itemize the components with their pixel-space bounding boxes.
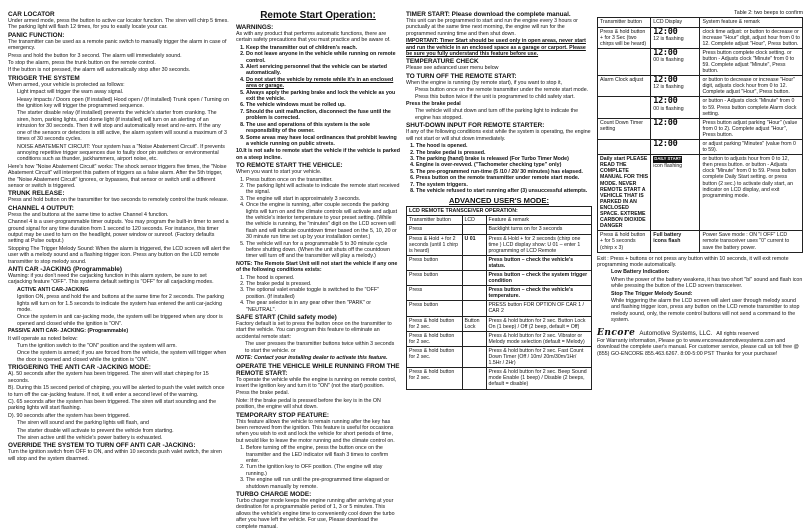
cell-lcd xyxy=(651,118,700,139)
trunk-title: TRUNK RELEASE: xyxy=(8,190,65,198)
cell-button: Press button xyxy=(407,301,463,316)
low-battery-title: Low Battery Indication: xyxy=(611,269,670,276)
table-header-row xyxy=(407,216,592,225)
cell-feature: Press & hold button for 2 sec. Beep Sound mode Enable (1 beep) / Disable (2 beeps, default = disable) xyxy=(486,368,591,389)
table-row xyxy=(598,76,803,97)
shutdown-item: 5. The pre-programmed run-time (5 /10 / 20/ 30 minutes) has elapsed. xyxy=(416,169,592,175)
col-header: LCD xyxy=(462,216,486,225)
panic-text-1: The transmitter can be used as a remote panic switch to manually trigger the alarm in case of emergency. xyxy=(8,38,227,52)
exit-text: Exit : Press + buttons or not press any button within 10 seconds, it will exit remote programming mode automatically. xyxy=(597,255,789,268)
cell-button xyxy=(598,48,651,75)
noise-abatement-text: Here's how "Noise Abatement Circuit" works: The shock sensor triggers five times, the "Noise Abatement Circuit" will interpret this pattern of triggers as a false alarm. After the 5th trigger, the "Noise Abatement Circuit" ignores, or bypasses, that sensor or switch until a different sensor or switch is triggered. xyxy=(8,163,227,189)
shutdown-text: If any of the following conditions exist while the system is operating, the engine will not start or will shut down immediately. xyxy=(406,129,591,142)
cell-feature: Press & hold button for 2 sec. Vibrator or Melody mode selection (default = Melody) xyxy=(486,331,591,346)
operate-text: Press the brake pedal. xyxy=(236,390,289,397)
cell-button: Press & hold button + for 3 Sec (two chirps will be heard) xyxy=(598,27,651,48)
lcd-readout: 12:00 xyxy=(653,47,678,58)
temp-stop-title: TEMPORARY STOP FEATURE: xyxy=(236,411,330,419)
cell-button: Alarm Clock adjust xyxy=(598,76,651,97)
temp-stop-step: 3. The engine will run until the pre-programmed time elapsed or shutdown manually by remote. xyxy=(246,477,400,490)
cell-lcd xyxy=(462,271,486,286)
override-title: OVERRIDE THE SYSTEM TO TURN OFF ANTI CAR -JACKING: xyxy=(8,442,196,450)
cell-feature: Press button adjust parking "Hour" (value from 0 to 2). Complete adjust "Hour", Press button. xyxy=(700,118,803,139)
passive-carjack-item: Turn the ignition switch to the "ON" position and the system will arm. xyxy=(17,343,177,350)
passive-carjack-text: It will operate as noted below: xyxy=(8,335,78,342)
lcd-readout: 12:00 xyxy=(653,26,678,37)
table-row xyxy=(598,27,803,48)
safe-start-text: Factory default is set to press the button once on the transmitter to start the vehicle. You can program this feature to eliminate an accidental remote start: xyxy=(236,321,392,340)
table-row xyxy=(407,286,592,301)
remote-start-step: 1. Press button once on the transmitter. xyxy=(246,177,400,183)
stop-melody-title: Stop The Trigger Melody Sound: xyxy=(611,290,693,297)
table-row xyxy=(407,255,592,270)
shutdown-item: 1. The hood is opened. xyxy=(416,143,592,149)
cell-lcd xyxy=(462,368,486,389)
table-row xyxy=(407,234,592,255)
warning-item: 7. Should the unit malfunction, disconnect the fuse until the problem is corrected. xyxy=(246,109,400,122)
warning-item: 4. Do not start the vehicle by remote while it's in an enclosed area or garage. xyxy=(246,77,400,90)
note-item: 3. The optional valet enable toggle is switched to the "OFF" position. (If installed) xyxy=(246,287,400,300)
panic-text-2: Press and hold the button for 3 second. The alarm will immediately sound. xyxy=(8,52,182,59)
cell-button: Press button xyxy=(407,255,463,270)
warnings-intro: As with any product that performs automatic functions, there are certain safety precautions that you must practice and be aware of. xyxy=(236,31,391,44)
cell-lcd xyxy=(462,331,486,346)
trigger-anti-title: TRIGGERING THE ANTI CAR -JACKING MODE: xyxy=(8,364,151,372)
encore-logo: Encore xyxy=(597,327,636,338)
cell-button: Press xyxy=(407,286,463,301)
table-header-row xyxy=(598,18,803,27)
cell-button: Press & Hold + for 2 seconds (until 1 chirp is heard) xyxy=(407,234,463,255)
warning-item-10: 10.It is not safe to remote start the vehicle if the vehicle is parked on a steep incline. xyxy=(236,148,400,161)
rights-text: All rights reserved xyxy=(716,330,759,337)
lcd-caption: icons flash xyxy=(653,238,681,245)
timer-start-text: This unit can be programmed to start and run the engine every 3 hours or punctually at the same time next morning, the engine will run for the programmed running time and then shut down. xyxy=(406,18,578,37)
column-timer-advanced xyxy=(406,10,592,390)
cell-feature: Press button – check the system trigger condition xyxy=(486,271,591,286)
anti-carjack-title: ANTI CAR -JACKING (Programmable) xyxy=(8,266,122,273)
cell-button xyxy=(598,140,651,155)
table-row xyxy=(598,48,803,75)
cell-lcd xyxy=(651,76,700,97)
cell-feature: or button to adjusts hour from 0 to 12, then press button. or button - Adjusts clock "Minute" from 0 to 59. Press button complete Daily Start setting. or press button (2 sec.) to activate daily start, an indicator on LCD display, and exit programming mode. xyxy=(700,155,803,231)
table2-title: Table 2: two beeps to confirm xyxy=(734,10,803,16)
lcd-readout: 12:00 xyxy=(653,96,678,107)
operate-title: OPERATE THE VEHICLE WHILE RUNNING FROM THE REMOTE START: xyxy=(236,362,400,377)
safe-start-note: NOTE: Contact your installing dealer to activate this feature. xyxy=(236,355,388,362)
temp-check-text: Please see advanced user menu below xyxy=(406,65,499,72)
lcd-caption: 00 is flashing xyxy=(653,105,684,112)
remote-start-intro: When you want to start your vehicle. xyxy=(236,169,322,176)
cell-button: Press & hold button for 2 sec. xyxy=(407,316,463,331)
cell-feature: Power Save mode : ON "I OFF" LCD remote transceiver uses "0" current to save the battery power. xyxy=(700,231,803,252)
note-conditions: NOTE: The Remote Start Unit will not start the vehicle if any one of the following conditions exists: xyxy=(236,260,398,274)
trigger-anti-subitem: The siren active until the vehicle's power battery is exhausted. xyxy=(17,434,163,441)
note-item: 1. The hood is opened. xyxy=(246,275,400,281)
warnings-list xyxy=(236,45,400,148)
low-battery-text: When the power of the battery weakens, it has two short "bi" sound and flash icon while pressing the button of the LCD screen transceiver. xyxy=(611,276,803,290)
cell-lcd xyxy=(462,301,486,316)
cell-button: Count Down Timer setting xyxy=(598,118,651,139)
lcd-caption: 12 is flashing xyxy=(653,35,684,42)
advanced-user-title: ADVANCED USER'S MODE: xyxy=(449,196,549,206)
table-row xyxy=(598,231,803,252)
remote-start-section-title: TO REMOTE START THE VEHICLE: xyxy=(236,162,343,170)
trigger-anti-item: D). 90 seconds after the system has been triggered. xyxy=(8,412,130,419)
override-text: Turn the ignition switch from OFF to ON, and within 10 seconds push valet switch, the siren will stop and the system disarmed. xyxy=(8,449,222,462)
temp-stop-step: 2. Turn the ignition key to OFF position. (The engine will stay running.) xyxy=(246,464,400,477)
cell-feature: Press button – check the vehicle's status. xyxy=(486,255,591,270)
active-carjack-item: Ignition ON, press and hold the and buttons at the same time for 2 seconds. The parking lights will turn on for 1.5 seconds to indicate the system has entered the anti car-jacking mode. xyxy=(17,294,224,314)
active-carjack-item: Once the system in anti car-jacking mode, the system will be triggered when any door is opened and closed while the ignition is "ON". xyxy=(17,314,223,327)
col-header: Transmitter button xyxy=(598,18,651,27)
passive-carjack-title: PASSIVE ANTI CAR- JACKING: (Programmable) xyxy=(8,328,129,335)
lcd-readout: 12:00 xyxy=(653,139,678,149)
turn-off-title: TO TURN OFF THE REMOTE START: xyxy=(406,72,517,80)
cell-feature: or button to decrease or increase "Hour" digit, adjusts clock hour from 0 to 12. Complete adjust "Hour", Press button. xyxy=(700,76,803,97)
remote-start-step: 5. The vehicle will run for a programmable 5 to 30 minute cycle before shutting down. (When the unit shuts off the countdown timer will turn off and the transmitter will play a melody.) xyxy=(246,241,400,260)
cell-lcd xyxy=(462,286,486,301)
remote-start-step: 4. Once the engine is running, after couple seconds the parking lights will turn on and the climate controls will activate and adjust the vehicle's interior temperature to your preset setting. (While the vehicle is running, the "minutes" digit on the LCD screen will flash and will indicate countdown timer based on the 5, 10, 20 or 30 minute run time set up by your installation center.) xyxy=(246,202,400,240)
remote-start-steps xyxy=(236,177,400,260)
column-programming xyxy=(597,10,803,358)
cell-lcd xyxy=(651,27,700,48)
shutdown-item: 4. Engine is over-revved. ("Tachometer checking type" only) xyxy=(416,162,592,168)
temp-stop-text: This feature allows the vehicle to remain running after the key has been removed from the ignition. This feature is useful for occasions when you wish to exit and lock the vehicle for short periods of time, but would like to leave the motor running and the climate control on. xyxy=(236,418,395,444)
trigger-anti-subitem: The siren will sound and the parking lights will flash, and xyxy=(17,420,149,427)
note-item: 4. The gear selector is in any gear other then "PARK" or "NEUTRAL". xyxy=(246,300,400,313)
cell-feature: Press button complete clock setting. or button - Adjusts clock "Minute" from 0 to 59. Complete adjust "Minute", Press button. xyxy=(700,48,803,75)
col-header: LCD Display xyxy=(651,18,700,27)
column-security xyxy=(8,10,230,463)
col-header: Feature & remark xyxy=(486,216,591,225)
warnings-title: WARNINGS: xyxy=(236,24,274,31)
table-row xyxy=(407,331,592,346)
trigger-anti-item: A). 50 seconds after the system has been triggered. The siren will start chirping for 15 seconds. xyxy=(8,371,209,384)
lcd-readout: 12:00 xyxy=(653,75,678,86)
timer-start-title: TIMER START: Please download the complete manual. xyxy=(406,11,571,18)
cell-button: Press button xyxy=(407,271,463,286)
col-header: System feature & remark xyxy=(700,18,803,27)
cell-lcd xyxy=(651,48,700,75)
cell-button: Press & hold button + for 5 seconds (chirp x 3) xyxy=(598,231,651,252)
column-remote-start xyxy=(236,10,400,531)
cell-button: Press & hold button for 2 sec. xyxy=(407,331,463,346)
warning-item: 3. Alert servicing personnel that the vehicle can be started automatically. xyxy=(246,64,400,77)
panic-text-3: To stop the alarm, press the trunk button on the remote control. xyxy=(8,60,156,67)
cell-feature: Press button – check the vehicle's temperature. xyxy=(486,286,591,301)
active-carjack-title: ACTIVE ANTI CAR-JACKING xyxy=(17,286,89,293)
table-row xyxy=(598,97,803,118)
lcd-readout: Full battery xyxy=(653,232,682,239)
cell-button: Press xyxy=(407,225,463,234)
table-row xyxy=(598,155,803,231)
cell-feature: or button - Adjusts clock "Minute" from 0 to 59. Press button complete Alarm clock setting. xyxy=(700,97,803,118)
shutdown-item: 8. The vehicle refused to start running after (3) unsuccessful attempts. xyxy=(416,188,592,194)
anti-carjack-text: Warning: if you don't need the carjacking function in this alarm system, be sure to set carjacking feature "OFF". This systems default setting is "OFF" for all carjacking modes. xyxy=(8,273,214,286)
trigger-item: The starter disable relay (if installed) prevents the vehicle's starter from cranking. The siren, horn, parking lights, and dome light (if installed) will turn on an alerting of an intrusion for 30 seconds. Then it will stop and automatically reset and re-arm. If the any one of the sensors or detectors is still active, the alarm system will sound a maximum of 3 times of 30 seconds cycles. xyxy=(17,110,227,143)
car-locator-title: CAR LOCATOR xyxy=(8,11,55,18)
turn-off-item: The vehicle will shut down and turn off the parking light to indicate the engine has stopped. xyxy=(415,108,579,121)
lcd-caption: icon flashing xyxy=(653,162,683,169)
cell-feature: or adjust parking "Minutes" (value from 0 to 59). xyxy=(700,140,803,155)
table-row xyxy=(407,316,592,331)
trigger-item: NOISE ABATEMENT CIRCUIT: Your system has a "Noise Abatement Circuit". If prevents annoying repetitive trigger sequences due to faulty door pin switches or environmental conditions such as thunder, jackhammers, airport noise, etc. xyxy=(17,143,225,163)
shutdown-item: 6. Press button on the remote transmitter under remote start mode. xyxy=(416,175,592,181)
shutdown-list xyxy=(406,143,592,194)
table-row xyxy=(598,118,803,139)
cell-lcd xyxy=(462,255,486,270)
warning-item: 1. Keep the transmitter out of children's reach. xyxy=(246,45,400,51)
cell-button xyxy=(598,97,651,118)
car-locator-text: Under armed mode, press the button to active car locator function. The siren will chirp 5 times. The parking light will flash 12 times, for you to easily locate your car. xyxy=(8,18,229,31)
warning-item: 6. The vehicle windows must be rolled up. xyxy=(246,102,400,108)
trigger-item: Light impact will trigger the warn away signal. xyxy=(17,89,124,96)
operate-text: To operate the vehicle while the engine is running on remote control, insert the ignition key and turn it to "ON" (not the start) position. xyxy=(236,376,397,389)
lcd-operation-header: LCD REMOTE TRANSCEIVER OPERATION: xyxy=(406,206,592,215)
warning-item: 9. Some areas may have local ordinances that prohibit leaving a vehicle running on public streets. xyxy=(246,135,400,148)
turn-off-text: When the engine is running (by remote start), if you want to stop it, xyxy=(406,79,563,86)
cell-lcd xyxy=(651,97,700,118)
warning-item: 8. The use and operations of this system is the sole responsibility of the owner. xyxy=(246,122,400,135)
col-header: Transmitter button xyxy=(407,216,463,225)
trigger-text: When armed, your vehicle is protected as follows: xyxy=(8,81,125,88)
channel4-title: CHANNEL 4 OUTPUT: xyxy=(8,204,74,212)
cell-feature: Press & hold button for 2 sec. Fast Count Down Timer (Off / 10m/ 20m/30m/1Hr/ 1.5Hr / 2Hr) xyxy=(486,346,591,367)
trigger-anti-subitem: The starter disable will activate to prevent the vehicle from starting. xyxy=(17,427,174,434)
channel4-text: Stopping The Trigger Melody Sound: When the alarm is triggered, the LCD screen will alert the user with a melody sound and a flashing trigger icon. Press any button on the LCD remote transmitter to stop melody sound. xyxy=(8,245,230,265)
table-row xyxy=(407,368,592,389)
panic-text-4: If the button is not pressed, the alarm will automatically stop after 30 seconds. xyxy=(8,67,191,74)
cell-button: Daily start PLEASE READ THE COMPLETE MANUAL FOR THIS MODE. NEVER REMOTE START A VEHICLE THAT IS PARKED IN AN ENCLOSED SPACE. EXTREME CARBON DIOXIDE DANGER xyxy=(598,155,651,231)
table-row xyxy=(598,140,803,155)
lcd-caption: 12 is flashing xyxy=(653,84,684,91)
shutdown-item: 3. The parking (hand) brake is released (For Turbo Timer Mode) xyxy=(416,156,592,162)
shutdown-item: 7. The system triggers. xyxy=(416,182,592,188)
cell-lcd: Button Lock xyxy=(462,316,486,331)
cell-feature: Press & Hold + for 2 seconds (chirp one time ) LCD display show: U 01 – enter 1 programming of LCD Remote xyxy=(486,234,591,255)
trunk-text: Press and hold button on the transmitter for two seconds to remotely control the trunk release. xyxy=(8,197,229,204)
table-row xyxy=(407,346,592,367)
temp-check-title: TEMPERATURE CHECK xyxy=(406,58,479,66)
remote-start-step: 2. The parking light will activate to indicate the remote start received the signal. xyxy=(246,183,400,196)
brand-line xyxy=(597,328,803,338)
stop-melody-text: While triggering the alarm the LCD screen will alert user through melody sound and flashing trigger icon, press any button on the LCD remote transmitter to stop melody sound, only, the remote control buttons will not send a command to the system. xyxy=(611,298,800,324)
cell-feature: PRESS button FOR OPTION OF CAR 1 / CAR 2 xyxy=(486,301,591,316)
trigger-title: TRIGGER THE SYSTEM xyxy=(8,74,80,82)
company-name: Automotive Systems, LLC. xyxy=(639,329,713,337)
shutdown-title: SHUT-DOWN INPUT FOR REMOTE STARTER: xyxy=(406,122,545,130)
turbo-title: TURBO CHARGE MODE: xyxy=(236,491,312,498)
turn-off-brake: Press the brake pedal xyxy=(406,101,461,108)
cell-button: Press & hold button for 2 sec. xyxy=(407,346,463,367)
warranty-text: For Warranty information, Please go to www.encoreautomotivesystems.com and download the complete user's manual. For customer service, please call us toll free @ (855) GO-ENCORE 855.463.6267. 8:00-5:00 PST Thanks for your purchase! xyxy=(597,338,799,357)
trigger-anti-item: B). During this 15 second period of chirping, you will be alerted to push the valet switch once to turn off the car-jacking feature. If not, it will enter a second level of the warning. xyxy=(8,385,225,398)
cell-lcd xyxy=(462,225,486,234)
lcd-readout: 12:00 xyxy=(653,117,678,128)
operate-note: Note: If the brake pedal is pressed before the key is in the ON position, the engine will shut down. xyxy=(236,397,381,411)
trigger-anti-item: C). 65 seconds after the system has been triggered. The siren will start sounding and the parking lights will start flashing. xyxy=(8,398,217,412)
warning-item: 2. Do not leave anyone in the vehicle while running on remote control. xyxy=(246,51,400,64)
temp-stop-step: 1. Before turning off the engine, press the button once on the transmitter and the LED indicator will flash 3 times to confirm enter. xyxy=(246,445,400,464)
cell-lcd xyxy=(651,140,700,155)
cell-feature: Press & hold button for 2 sec. Button Lock On (1 beep) / Off (2 beep, default = Off) xyxy=(486,316,591,331)
cell-button: Press & hold button for 2 sec. xyxy=(407,368,463,389)
passive-carjack-item: Once the system is armed; if you are forced from the vehicle, the system will trigger when the door is opened and closed while the ignition is "ON". xyxy=(17,350,227,363)
channel4-text: Channel 4 is a user-programmable timer outputs. You may program the built-in timer to send a ground signal for any time duration from 1 second to 120 seconds. For instance, this timer output may be used to turn on the headlight, power window or sunroof. (Factory defaults setting at Pulse output.) xyxy=(8,219,229,245)
daily-start-icon: DAILY START xyxy=(654,156,682,162)
shutdown-item: 2. The brake pedal is pressed. xyxy=(416,150,592,156)
cell-feature: Backlight turns on for 3 seconds xyxy=(486,225,591,234)
note-item: 2. The brake pedal is pressed. xyxy=(246,281,400,287)
turbo-text: Turbo charger mode keeps the engine running after arriving at your destination for a programmable period of 1, 3 or 5 minutes. This allows the vehicle's engine time to conveniently cool down the turbo after you have left the vehicle. For use, Please download the complete manual. xyxy=(236,498,395,530)
temp-stop-steps xyxy=(236,445,400,490)
channel4-text: Press the and buttons at the same time to active Channel 4 function. xyxy=(8,211,169,218)
trigger-item: Heavy impacts / Doors open (If installed) Hood open / (If installed) Trunk open / Turning on the ignition key will trigger the programmed sequence. xyxy=(17,96,229,110)
warning-item: 5. Always apply the parking brake and lock the vehicle as you exit the vehicle. xyxy=(246,90,400,103)
cell-feature: clock time adjust: or button to decrease or increase "Hour" digit, adjust hour from 0 to 12. Complete adjust "Hour", Press button. xyxy=(700,27,803,48)
advanced-user-table xyxy=(406,215,592,389)
table-row xyxy=(407,301,592,316)
remote-start-title: Remote Start Operation: xyxy=(260,10,376,21)
note-list xyxy=(236,275,400,313)
safe-start-title: SAFE START (Child safety mode) xyxy=(236,314,337,322)
table-row xyxy=(407,225,592,234)
turn-off-item: Press button once on the remote transmitter under the remote start mode. Press this button twice if the unit is programmed to child safety start. xyxy=(415,87,589,100)
safe-start-item: The user presses the transmitter buttons twice within 3 seconds to start the vehicle. or xyxy=(245,341,395,354)
important-note: IMPORTANT: Timer Start should be used only in open areas, never start and run the vehicle in an enclosed space as a garage or carport. Please be sure you fully understand this feature before use. xyxy=(406,38,586,58)
table-row xyxy=(407,271,592,286)
cell-lcd xyxy=(462,346,486,367)
cell-lcd xyxy=(651,155,700,231)
lcd-caption: 00 is flashing xyxy=(653,56,684,63)
cell-lcd xyxy=(651,231,700,252)
panic-title: PANIC FUNCTION: xyxy=(8,31,65,39)
remote-start-step: 3. The engine will start in approximately 3 seconds. xyxy=(246,196,400,202)
cell-lcd: U 01 xyxy=(462,234,486,255)
programming-table xyxy=(597,17,803,252)
